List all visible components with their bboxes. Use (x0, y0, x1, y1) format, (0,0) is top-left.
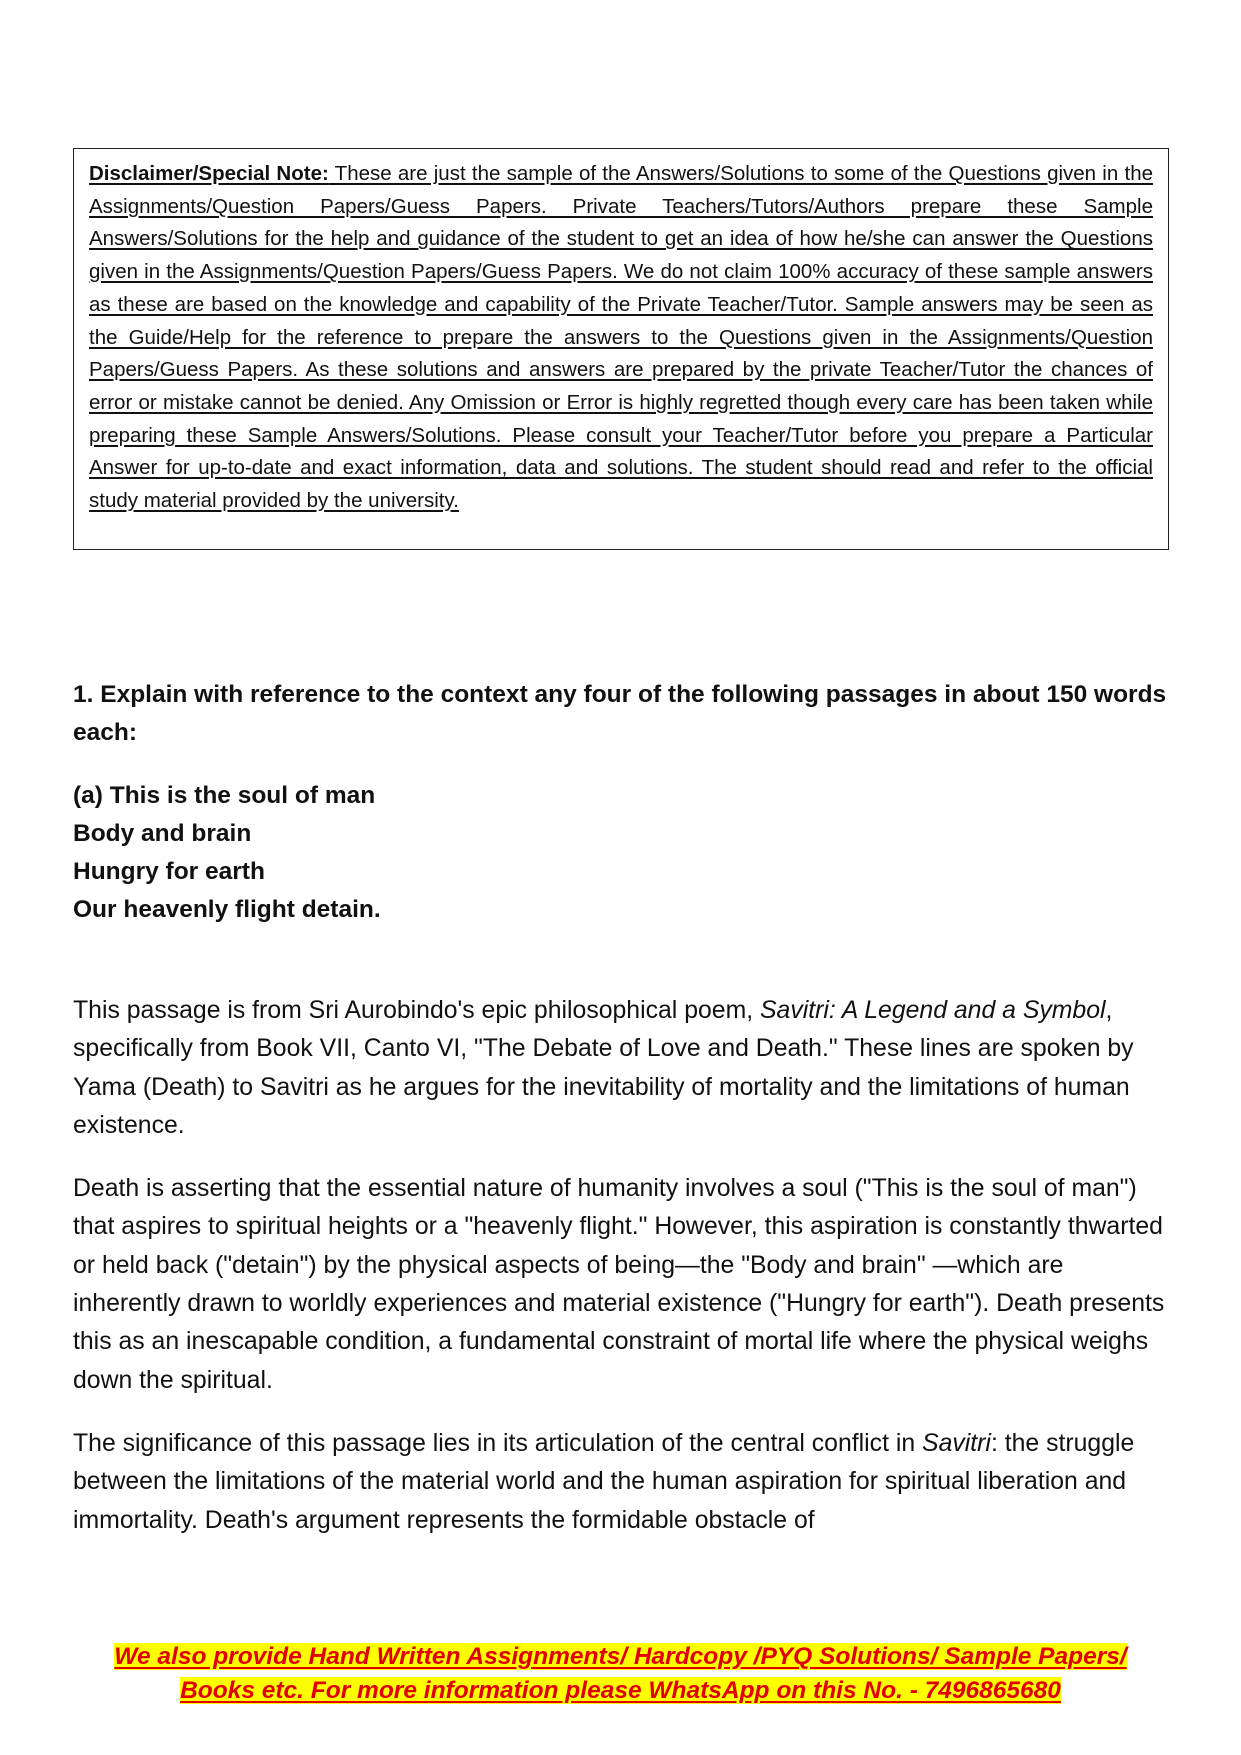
answer-body (73, 992, 1171, 1565)
quoted-passage (73, 777, 381, 929)
passage-line: Our heavenly flight detain. (73, 896, 381, 923)
question-heading: 1. Explain with reference to the context any four of the following passages in about 150 words each: (73, 681, 1167, 746)
answer-p3-after: : the struggle between the limitations of the material world and the human aspiration for spiritual liberation and immortality. Death's argument represents the formidable obstacle of (73, 1429, 1135, 1534)
passage-line: Body and brain (73, 820, 252, 847)
disclaimer-label: Disclaimer/Special Note: (89, 162, 329, 185)
poem-title: Savitri: A Legend and a Symbol (760, 997, 1106, 1024)
passage-line: (a) This is the soul of man (73, 782, 376, 809)
answer-paragraph-1 (73, 992, 1171, 1145)
footer-line-1: We also provide Hand Written Assignments/ Hardcopy /PYQ Solutions/ Sample Papers/ (114, 1643, 1127, 1670)
answer-p1-before: This passage is from Sri Aurobindo's epic philosophical poem, (73, 997, 760, 1024)
disclaimer-text (89, 158, 1153, 518)
answer-p1-after: , specifically from Book VII, Canto VI, "The Debate of Love and Death." These lines are spoken by Yama (Death) to Savitri as he argues for the inevitability of mortality and the limitations of human existence. (73, 997, 1134, 1139)
disclaimer-box (73, 148, 1169, 550)
footer-advert (60, 1640, 1181, 1708)
answer-paragraph-3 (73, 1425, 1171, 1540)
disclaimer-body: These are just the sample of the Answers/Solutions to some of the Questions given in the Assignments/Question Papers/Guess Papers. Private Teachers/Tutors/Authors prepare these Sample Answers/Solutions for the help and guidance of the student to get an idea of how he/she can answer the Questions given in the Assignments/Question Papers/Guess Papers. We do not claim 100% accuracy of these sample answers as these are based on the knowledge and capability of the Private Teacher/Tutor. Sample answers may be seen as the Guide/Help for the reference to prepare the answers to the Questions given in the Assignments/Question Papers/Guess Papers. As these solutions and answers are prepared by the private Teacher/Tutor the chances of error or mistake cannot be denied. Any Omission or Error is highly regretted though every care has been taken while preparing these Sample Answers/Solutions. Please consult your Teacher/Tutor before you prepare a Particular Answer for up-to-date and exact information, data and solutions. The student should read and refer to the official study material provided by the university. (89, 162, 1153, 513)
answer-paragraph-2: Death is asserting that the essential nature of humanity involves a soul ("This is the soul of man") that aspires to spiritual heights or a "heavenly flight." However, this aspiration is constantly thwarted or held back ("detain") by the physical aspects of being—the "Body and brain" —which are inherently drawn to worldly experiences and material existence ("Hungry for earth"). Death presents this as an inescapable condition, a fundamental constraint of mortal life where the physical weighs down the spiritual. (73, 1175, 1165, 1394)
footer-line-2: Books etc. For more information please WhatsApp on this No. - 7496865680 (180, 1677, 1061, 1704)
poem-title-short: Savitri (922, 1429, 991, 1457)
answer-p3-before: The significance of this passage lies in its articulation of the central conflict in (73, 1429, 923, 1457)
passage-line: Hungry for earth (73, 858, 265, 885)
